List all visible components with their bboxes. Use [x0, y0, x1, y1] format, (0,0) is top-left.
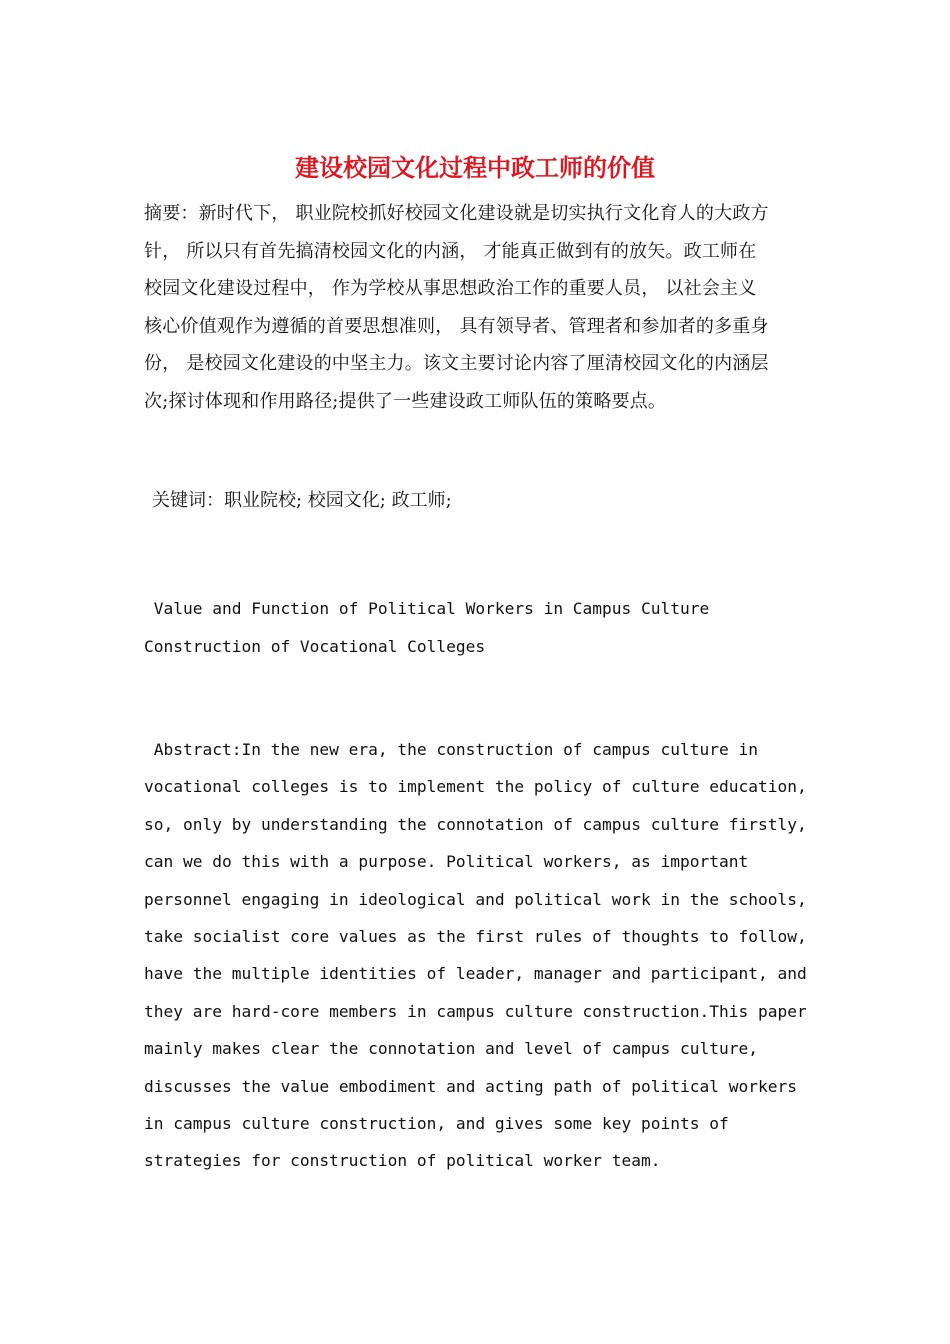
- english-title: [144, 590, 709, 665]
- english-title-line: Construction of Vocational Colleges: [144, 636, 486, 656]
- chinese-abstract-line: 核心价值观作为遵循的首要思想准则， 具有领导者、管理者和参加者的多重身: [144, 315, 769, 337]
- chinese-abstract-line: 摘要：新时代下， 职业院校抓好校园文化建设就是切实执行文化育人的大政方: [144, 203, 769, 224]
- english-abstract-line: vocational colleges is to implement the policy of culture education,: [144, 777, 807, 797]
- chinese-abstract-line: 次;探讨体现和作用路径;提供了一些建设政工师队伍的策略要点。: [144, 390, 667, 412]
- english-abstract-line: they are hard-core members in campus culture construction.This paper: [144, 1001, 807, 1021]
- english-abstract: [144, 731, 807, 1180]
- english-abstract-line: can we do this with a purpose. Political workers, as important: [144, 852, 749, 872]
- chinese-abstract-line: 份， 是校园文化建设的中坚主力。该文主要讨论内容了厘清校园文化的内涵层: [144, 353, 769, 374]
- english-abstract-line: Abstract:In the new era, the construction of campus culture in: [144, 740, 758, 759]
- english-abstract-line: have the multiple identities of leader, manager and participant, and: [144, 964, 807, 984]
- english-abstract-line: in campus culture construction, and gives some key points of: [144, 1114, 729, 1134]
- chinese-abstract-line: 针， 所以只有首先搞清校园文化的内涵， 才能真正做到有的放矢。政工师在: [144, 240, 757, 262]
- english-abstract-line: discusses the value embodiment and acting path of political workers: [144, 1076, 797, 1096]
- english-abstract-line: strategies for construction of political worker team.: [144, 1151, 661, 1171]
- document-title: 建设校园文化过程中政工师的价值: [295, 153, 655, 182]
- english-abstract-line: so, only by understanding the connotation of campus culture firstly,: [144, 814, 807, 834]
- english-abstract-line: take socialist core values as the first rules of thoughts to follow,: [144, 927, 807, 947]
- chinese-keywords: 关键词：职业院校; 校园文化; 政工师;: [152, 490, 452, 511]
- english-title-line: Value and Function of Political Workers in Campus Culture: [144, 599, 710, 618]
- chinese-abstract: [144, 195, 808, 420]
- english-abstract-line: personnel engaging in ideological and political work in the schools,: [144, 889, 807, 909]
- chinese-abstract-line: 校园文化建设过程中， 作为学校从事思想政治工作的重要人员， 以社会主义: [144, 278, 757, 299]
- english-abstract-line: mainly makes clear the connotation and level of campus culture,: [144, 1039, 758, 1059]
